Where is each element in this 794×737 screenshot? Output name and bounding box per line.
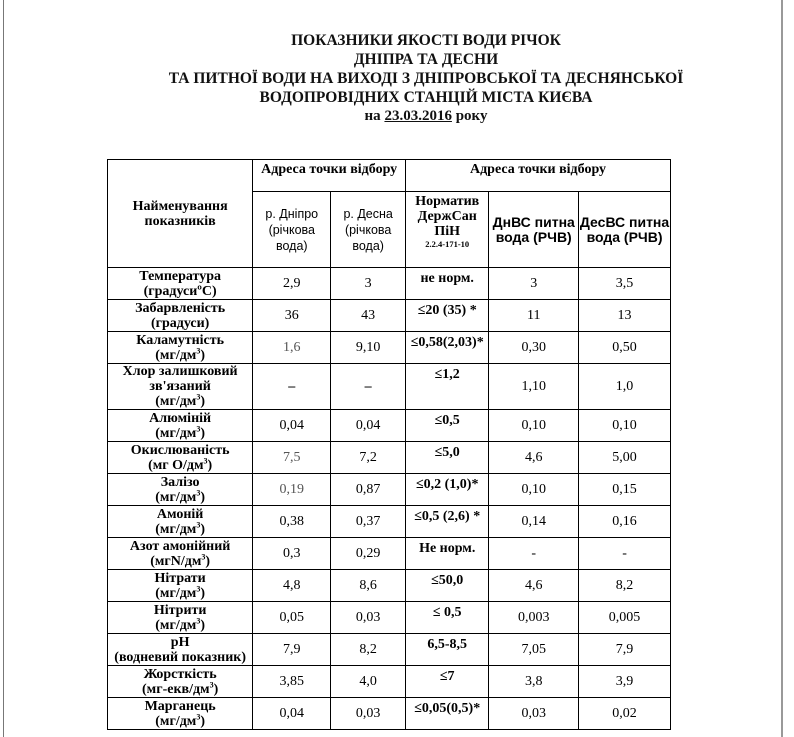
dnvs-value: 1,10 xyxy=(489,364,579,410)
dnipro-value: 7,5 xyxy=(253,442,331,474)
desna-value: 0,03 xyxy=(331,602,406,634)
parameter-name: Хлор залишковий зв'язаний xyxy=(122,364,238,394)
parameter-name: Марганець xyxy=(144,698,216,714)
table-row xyxy=(108,474,671,506)
parameter-unit: (мг/дм xyxy=(155,394,197,409)
header-norm-title: Норматив ДержСан ПіН xyxy=(415,194,480,239)
dnvs-value: 0,30 xyxy=(489,332,579,364)
norm-value: 6,5-8,5 xyxy=(406,634,489,666)
dnipro-value: 3,85 xyxy=(253,666,331,698)
parameter-name-cell xyxy=(108,474,253,506)
parameter-name: Окислюваність xyxy=(130,442,230,458)
title-line-2: ДНІПРА ТА ДЕСНИ xyxy=(353,51,499,68)
parameter-unit: (мг/дм xyxy=(155,617,197,633)
table-row xyxy=(108,268,671,300)
parameter-unit: (мг/дм xyxy=(155,713,197,729)
parameter-name-cell xyxy=(108,268,253,300)
table-row xyxy=(108,410,671,442)
unit-close: ) xyxy=(200,521,206,537)
dnvs-value: 0,10 xyxy=(489,410,579,442)
unit-close: ) xyxy=(200,585,206,601)
norm-value: ≤7 xyxy=(406,666,489,698)
desna-value: 0,29 xyxy=(331,538,406,570)
table-row xyxy=(108,698,671,730)
parameter-unit: (градуси) xyxy=(150,315,210,331)
parameter-name-cell xyxy=(108,698,253,730)
water-quality-table xyxy=(107,159,671,730)
parameter-name-cell xyxy=(108,506,253,538)
unit-close: ) xyxy=(213,681,219,697)
unit-exponent: 3 xyxy=(196,583,201,593)
parameter-name: Амоній xyxy=(156,506,204,522)
desvs-value: 3,5 xyxy=(579,268,671,300)
report-date: 23.03.2016 xyxy=(384,108,452,124)
table-row xyxy=(108,538,671,570)
table-row xyxy=(108,602,671,634)
table-row xyxy=(108,364,671,410)
desna-value: 43 xyxy=(331,300,406,332)
dnipro-value: 0,3 xyxy=(253,538,331,570)
table-row xyxy=(108,442,671,474)
dnvs-value: 4,6 xyxy=(489,570,579,602)
dnipro-value: 0,38 xyxy=(253,506,331,538)
parameter-unit: (мгN/дм xyxy=(150,553,202,569)
table-row xyxy=(108,506,671,538)
desvs-value: 0,15 xyxy=(579,474,671,506)
unit-exponent: 3 xyxy=(196,711,201,721)
parameter-name: Жорсткість xyxy=(143,666,217,682)
table-row xyxy=(108,634,671,666)
date-prefix: на xyxy=(364,108,381,124)
parameter-name-cell xyxy=(108,666,253,698)
parameter-name-cell xyxy=(108,602,253,634)
table-row xyxy=(108,332,671,364)
parameter-name: Залізо xyxy=(160,474,200,490)
desvs-value: 13 xyxy=(579,300,671,332)
parameter-unit: (мг/дм xyxy=(155,585,197,601)
unit-close: ) xyxy=(200,713,206,729)
desvs-value: 7,9 xyxy=(579,634,671,666)
desvs-value: 0,02 xyxy=(579,698,671,730)
desvs-value: 0,16 xyxy=(579,506,671,538)
dnipro-value: 0,04 xyxy=(253,410,331,442)
desna-value: 3 xyxy=(331,268,406,300)
parameter-unit: (мг-екв/дм xyxy=(142,681,210,697)
desvs-value: 0,10 xyxy=(579,410,671,442)
parameter-unit: (мг/дм xyxy=(155,521,197,537)
parameter-name: Нітрити xyxy=(153,602,207,618)
table-row xyxy=(108,666,671,698)
header-desna: р. Десна (річкова вода) xyxy=(331,192,406,268)
desna-value: 8,6 xyxy=(331,570,406,602)
norm-value: ≤0,5 (2,6) * xyxy=(406,506,489,538)
dnipro-value: – xyxy=(253,364,331,410)
title-line-4: ВОДОПРОВІДНИХ СТАНЦІЙ МІСТА КИЄВА xyxy=(259,89,593,106)
desvs-value: 0,50 xyxy=(579,332,671,364)
dnipro-value: 0,05 xyxy=(253,602,331,634)
title-line-3: ТА ПИТНОЇ ВОДИ НА ВИХОДІ З ДНІПРОВСЬКОЇ ТА ДЕСНЯНСЬКОЇ xyxy=(168,70,684,87)
table-row xyxy=(108,570,671,602)
document-title xyxy=(0,31,794,126)
parameter-name-cell xyxy=(108,332,253,364)
parameter-name: Забарвленість xyxy=(135,300,226,316)
header-norm-code: 2.2.4-171-10 xyxy=(425,239,470,249)
parameter-name-cell xyxy=(108,634,253,666)
dnvs-value: 3 xyxy=(489,268,579,300)
table-header-row-1 xyxy=(108,160,671,192)
dnipro-value: 7,9 xyxy=(253,634,331,666)
desna-value: 0,37 xyxy=(331,506,406,538)
desna-value: 0,87 xyxy=(331,474,406,506)
norm-value: ≤1,2 xyxy=(406,364,489,410)
header-group-sampling-point-1: Адреса точки відбору xyxy=(253,160,406,192)
header-name-column: Найменування показників xyxy=(108,160,253,268)
parameter-name: Каламутність xyxy=(136,332,225,348)
header-dnipro: р. Дніпро (річкова вода) xyxy=(253,192,331,268)
parameter-name-cell xyxy=(108,410,253,442)
norm-value: ≤0,58(2,03)* xyxy=(406,332,489,364)
desvs-value: 0,005 xyxy=(579,602,671,634)
unit-close: ) xyxy=(205,553,211,569)
parameter-name: Азот амонійний xyxy=(129,538,231,554)
parameter-name-cell xyxy=(108,364,253,410)
norm-value: ≤20 (35) * xyxy=(406,300,489,332)
dnvs-value: 0,10 xyxy=(489,474,579,506)
norm-value: ≤0,5 xyxy=(406,410,489,442)
header-norm xyxy=(406,192,489,268)
unit-close: ) xyxy=(200,489,206,505)
dnvs-value: 0,003 xyxy=(489,602,579,634)
unit-close: ) xyxy=(200,394,206,409)
desvs-value: 8,2 xyxy=(579,570,671,602)
parameter-unit: (водневий показник) xyxy=(114,649,246,665)
parameter-name: Нітрати xyxy=(154,570,206,586)
dnvs-value: 0,03 xyxy=(489,698,579,730)
norm-value: ≤ 0,5 xyxy=(406,602,489,634)
date-suffix: року xyxy=(455,108,488,124)
desvs-value: 3,9 xyxy=(579,666,671,698)
dnvs-value: 0,14 xyxy=(489,506,579,538)
unit-close: ) xyxy=(200,617,206,633)
header-desvs: ДесВС питна вода (РЧВ) xyxy=(579,192,671,268)
parameter-name: Температура xyxy=(139,268,222,284)
title-line-1: ПОКАЗНИКИ ЯКОСТІ ВОДИ РІЧОК xyxy=(291,32,561,49)
unit-exponent: 3 xyxy=(196,519,201,529)
norm-value: ≤5,0 xyxy=(406,442,489,474)
dnvs-value: 7,05 xyxy=(489,634,579,666)
parameter-name: рН xyxy=(170,634,190,650)
norm-value: ≤50,0 xyxy=(406,570,489,602)
parameter-name-cell xyxy=(108,538,253,570)
parameter-unit: (мг/дм xyxy=(155,347,197,363)
parameter-name-cell xyxy=(108,300,253,332)
parameter-unit: (градусиºС) xyxy=(143,283,217,299)
desna-value: 0,03 xyxy=(331,698,406,730)
unit-close: ) xyxy=(200,347,206,363)
dnipro-value: 0,04 xyxy=(253,698,331,730)
unit-close: ) xyxy=(207,457,213,473)
dnvs-value: 3,8 xyxy=(489,666,579,698)
dnipro-value: 4,8 xyxy=(253,570,331,602)
title-date-line xyxy=(0,107,794,126)
table-row xyxy=(108,300,671,332)
norm-value: не норм. xyxy=(406,268,489,300)
parameter-unit: (мг/дм xyxy=(155,425,197,441)
desvs-value: - xyxy=(579,538,671,570)
unit-exponent: 3 xyxy=(196,392,201,402)
parameter-name-cell xyxy=(108,570,253,602)
dnvs-value: 4,6 xyxy=(489,442,579,474)
unit-exponent: 3 xyxy=(196,345,201,355)
norm-value: Не норм. xyxy=(406,538,489,570)
header-group-sampling-point-2: Адреса точки відбору xyxy=(406,160,671,192)
unit-exponent: 3 xyxy=(196,423,201,433)
norm-value: ≤0,05(0,5)* xyxy=(406,698,489,730)
dnipro-value: 0,19 xyxy=(253,474,331,506)
header-dnvs: ДнВС питна вода (РЧВ) xyxy=(489,192,579,268)
unit-exponent: 3 xyxy=(209,679,214,689)
dnipro-value: 1,6 xyxy=(253,332,331,364)
unit-exponent: 3 xyxy=(203,455,208,465)
desna-value: 7,2 xyxy=(331,442,406,474)
parameter-unit: (мг О/дм xyxy=(148,457,204,473)
desna-value: – xyxy=(331,364,406,410)
desvs-value: 5,00 xyxy=(579,442,671,474)
parameter-unit: (мг/дм xyxy=(155,489,197,505)
parameter-name: Алюміній xyxy=(149,410,212,426)
norm-value: ≤0,2 (1,0)* xyxy=(406,474,489,506)
parameter-name-cell xyxy=(108,442,253,474)
dnvs-value: - xyxy=(489,538,579,570)
desna-value: 9,10 xyxy=(331,332,406,364)
desna-value: 8,2 xyxy=(331,634,406,666)
dnvs-value: 11 xyxy=(489,300,579,332)
dnipro-value: 36 xyxy=(253,300,331,332)
unit-close: ) xyxy=(200,425,206,441)
unit-exponent: 3 xyxy=(196,487,201,497)
desna-value: 4,0 xyxy=(331,666,406,698)
unit-exponent: 3 xyxy=(196,615,201,625)
desna-value: 0,04 xyxy=(331,410,406,442)
dnipro-value: 2,9 xyxy=(253,268,331,300)
desvs-value: 1,0 xyxy=(579,364,671,410)
unit-exponent: 3 xyxy=(201,551,206,561)
